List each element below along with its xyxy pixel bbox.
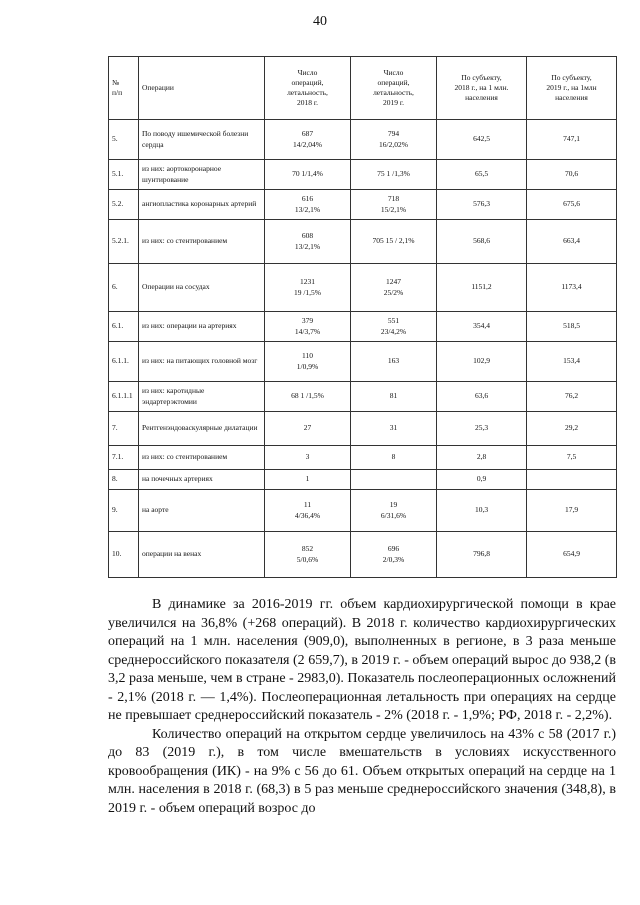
- header-line: По субъекту,: [461, 72, 502, 82]
- cell-count-2019: [351, 312, 437, 342]
- paragraph-2: Количество операций на открытом сердце увеличилось на 43% с 58 (2017 г.) до 83 (2019 г.), в том числе вмешательств в условиях искусственного кровообращения (ИК) - на 9% с 56 до 61. Объем открытых операций на сердце на 1 млн. населения в 2018 г. (68,3) в 5 раз меньше среднероссийского значения (348,8), в 2019 г. - объем операций возрос до: [108, 726, 616, 816]
- header-line: 2019 г., на 1млн: [546, 82, 597, 92]
- cell-count-2019: [351, 264, 437, 312]
- cell-count-2018: [265, 312, 351, 342]
- cell-num: 8.: [109, 470, 139, 490]
- cell-count-2019: [351, 446, 437, 470]
- cell-count-2018: [265, 446, 351, 470]
- cell-subject-2019: 153,4: [527, 342, 617, 382]
- cell-count-2018: [265, 412, 351, 446]
- cell-operation: на почечных артериях: [139, 470, 265, 490]
- cell-num: 6.1.: [109, 312, 139, 342]
- cell-line: 11: [303, 500, 312, 510]
- header-line: По субъекту,: [551, 72, 592, 82]
- cell-num: 5.1.: [109, 160, 139, 190]
- header-line: летальность,: [373, 88, 414, 97]
- cell-line: 13/2,1%: [294, 241, 321, 251]
- header-operation: Операции: [139, 57, 265, 120]
- cell-subject-2019: 663,4: [527, 220, 617, 264]
- cell-operation: на аорте: [139, 490, 265, 532]
- cell-subject-2019: 70,6: [527, 160, 617, 190]
- table-row: [109, 120, 617, 160]
- cell-count-2018: [265, 264, 351, 312]
- cell-line: 794: [387, 129, 400, 139]
- table-row: [109, 264, 617, 312]
- header-line: п/п: [112, 88, 123, 97]
- cell-count-2018: [265, 160, 351, 190]
- cell-count-2019: [351, 412, 437, 446]
- cell-subject-2019: 29,2: [527, 412, 617, 446]
- cell-count-2019: [351, 190, 437, 220]
- cell-line: 70 1/1,4%: [292, 169, 323, 179]
- table-row: [109, 312, 617, 342]
- cell-line: 27: [303, 423, 312, 433]
- cell-count-2019: [351, 490, 437, 532]
- cell-num: 6.1.1.1: [109, 382, 139, 412]
- header-line: №: [112, 77, 120, 87]
- header-line: 2018 г.: [297, 98, 318, 108]
- cell-count-2018: [265, 532, 351, 578]
- table-row: [109, 190, 617, 220]
- cell-line: 1231: [300, 277, 315, 287]
- cell-subject-2019: 675,6: [527, 190, 617, 220]
- cell-subject-2018: 0,9: [437, 470, 527, 490]
- cell-subject-2019: [527, 470, 617, 490]
- body-text: [108, 596, 616, 818]
- table-body: [109, 120, 617, 578]
- cell-line: 68 1 /1,5%: [291, 391, 324, 401]
- header-line: 2019 г.: [383, 98, 404, 108]
- cell-operation: из них: операции на артериях: [139, 312, 265, 342]
- operations-table: [108, 56, 617, 578]
- cell-line: 1247: [386, 277, 401, 287]
- cell-line: 14/3,7%: [294, 326, 321, 336]
- page-number: 40: [313, 14, 327, 29]
- cell-subject-2019: 17,9: [527, 490, 617, 532]
- cell-subject-2018: 642,5: [437, 120, 527, 160]
- header-count-2018: [265, 57, 351, 120]
- header-subject-2019: [527, 57, 617, 120]
- cell-operation: из них: аортокоронарное шунтирование: [139, 160, 265, 190]
- header-line: Число: [297, 67, 318, 77]
- cell-num: 5.2.1.: [109, 220, 139, 264]
- table-row: [109, 220, 617, 264]
- cell-operation: из них: со стентированием: [139, 446, 265, 470]
- header-line: населения: [555, 93, 588, 103]
- cell-line: 163: [387, 356, 400, 366]
- header-line: операций,: [291, 77, 324, 87]
- cell-operation: из них: каротидные эндартерэктомии: [139, 382, 265, 412]
- cell-operation: Рентгенэндоваскулярные дилатации: [139, 412, 265, 446]
- cell-count-2019: [351, 532, 437, 578]
- header-subject-2018: [437, 57, 527, 120]
- cell-line: 14/2,04%: [293, 139, 322, 149]
- cell-line: 110: [302, 351, 313, 361]
- header-line: 2018 г., на 1 млн. населения: [454, 82, 509, 103]
- cell-subject-2019: 747,1: [527, 120, 617, 160]
- paragraph-1: В динамике за 2016-2019 гг. объем кардиохирургической помощи в крае увеличился на 36,8% (+268 операций). В 2018 г. количество кардиохирургических операций на 1 млн. населения (909,0), выполненных в регионе, в 3 раза меньше среднероссийского показателя (2 659,7), в 2019 г. - объем операций вырос до 938,2 (в 3,2 раза меньше, чем в стране - 2983,0). Показатель послеоперационных осложнений - 2,1% (2018 г. — 1,4%). Послеоперационная летальность при операциях на сердце не превышает среднероссийский показатель - 2% (2018 г. - 1,9%; РФ, 2018 г. - 2,2%).: [108, 597, 616, 723]
- cell-subject-2018: 354,4: [437, 312, 527, 342]
- cell-line: 616: [301, 194, 314, 204]
- cell-line: 13/2,1%: [294, 204, 321, 214]
- table-row: [109, 532, 617, 578]
- cell-line: 75 1 /1,3%: [377, 169, 410, 179]
- table-row: [109, 160, 617, 190]
- table-row: [109, 446, 617, 470]
- cell-line: 718: [387, 194, 400, 204]
- cell-count-2018: [265, 470, 351, 490]
- cell-subject-2018: 2,8: [437, 446, 527, 470]
- cell-count-2019: [351, 220, 437, 264]
- cell-line: 81: [389, 391, 398, 401]
- cell-count-2018: [265, 120, 351, 160]
- cell-line: 608: [301, 231, 314, 241]
- cell-subject-2018: 102,9: [437, 342, 527, 382]
- cell-line: 3: [305, 452, 310, 462]
- cell-line: 4/36,4%: [294, 510, 321, 520]
- table-row: [109, 342, 617, 382]
- cell-subject-2019: 518,5: [527, 312, 617, 342]
- cell-count-2019: [351, 160, 437, 190]
- cell-operation: из них: со стентированием: [139, 220, 265, 264]
- cell-num: 7.1.: [109, 446, 139, 470]
- cell-num: 9.: [109, 490, 139, 532]
- cell-num: 7.: [109, 412, 139, 446]
- cell-subject-2018: 10,3: [437, 490, 527, 532]
- cell-line: 5/0,6%: [296, 554, 319, 564]
- cell-subject-2018: 1151,2: [437, 264, 527, 312]
- cell-operation: из них: на питающих головной мозг: [139, 342, 265, 382]
- cell-subject-2019: 654,9: [527, 532, 617, 578]
- cell-count-2019: [351, 470, 437, 490]
- cell-line: 19: [389, 500, 398, 510]
- cell-num: 10.: [109, 532, 139, 578]
- header-line: летальность,: [287, 88, 328, 97]
- table-row: [109, 470, 617, 490]
- cell-line: 852: [301, 544, 314, 554]
- table-row: [109, 412, 617, 446]
- cell-line: 8: [391, 452, 396, 462]
- cell-count-2018: [265, 382, 351, 412]
- cell-num: 5.: [109, 120, 139, 160]
- cell-subject-2018: 25,3: [437, 412, 527, 446]
- cell-count-2018: [265, 342, 351, 382]
- cell-subject-2018: 65,5: [437, 160, 527, 190]
- cell-count-2019: [351, 120, 437, 160]
- table-row: [109, 382, 617, 412]
- cell-line: 2/0,3%: [382, 554, 405, 564]
- cell-subject-2018: 796,8: [437, 532, 527, 578]
- cell-line: 16/2,02%: [379, 139, 408, 149]
- cell-count-2019: [351, 342, 437, 382]
- cell-subject-2019: 1173,4: [527, 264, 617, 312]
- cell-line: 1/0,9%: [296, 361, 319, 371]
- cell-num: 6.1.1.: [109, 342, 139, 382]
- cell-line: 551: [387, 316, 400, 326]
- cell-count-2018: [265, 220, 351, 264]
- cell-subject-2018: 63,6: [437, 382, 527, 412]
- cell-operation: ангиопластика коронарных артерий: [139, 190, 265, 220]
- table-row: [109, 490, 617, 532]
- cell-count-2018: [265, 490, 351, 532]
- header-line: операций,: [377, 77, 410, 87]
- cell-line: 15/2,1%: [380, 204, 407, 214]
- cell-count-2019: [351, 382, 437, 412]
- cell-subject-2018: 576,3: [437, 190, 527, 220]
- cell-subject-2018: 568,6: [437, 220, 527, 264]
- cell-count-2018: [265, 190, 351, 220]
- cell-line: 705 15 / 2,1%: [372, 236, 415, 246]
- cell-line: 23/4,2%: [380, 326, 407, 336]
- cell-subject-2019: 7,5: [527, 446, 617, 470]
- cell-num: 5.2.: [109, 190, 139, 220]
- cell-line: 1: [305, 474, 310, 484]
- header-line: Число: [383, 67, 404, 77]
- cell-line: 25/2%: [383, 287, 404, 297]
- cell-operation: По поводу ишемической болезни сердца: [139, 120, 265, 160]
- header-num: [109, 57, 139, 120]
- cell-line: 31: [389, 423, 398, 433]
- cell-line: 696: [387, 544, 400, 554]
- cell-subject-2019: 76,2: [527, 382, 617, 412]
- table-header-row: [109, 57, 617, 120]
- header-count-2019: [351, 57, 437, 120]
- cell-operation: Операции на сосудах: [139, 264, 265, 312]
- cell-line: 687: [301, 129, 314, 139]
- cell-num: 6.: [109, 264, 139, 312]
- cell-operation: операции на венах: [139, 532, 265, 578]
- cell-line: 19 /1,5%: [293, 287, 322, 297]
- cell-line: 379: [301, 316, 314, 326]
- cell-line: 6/31,6%: [380, 510, 407, 520]
